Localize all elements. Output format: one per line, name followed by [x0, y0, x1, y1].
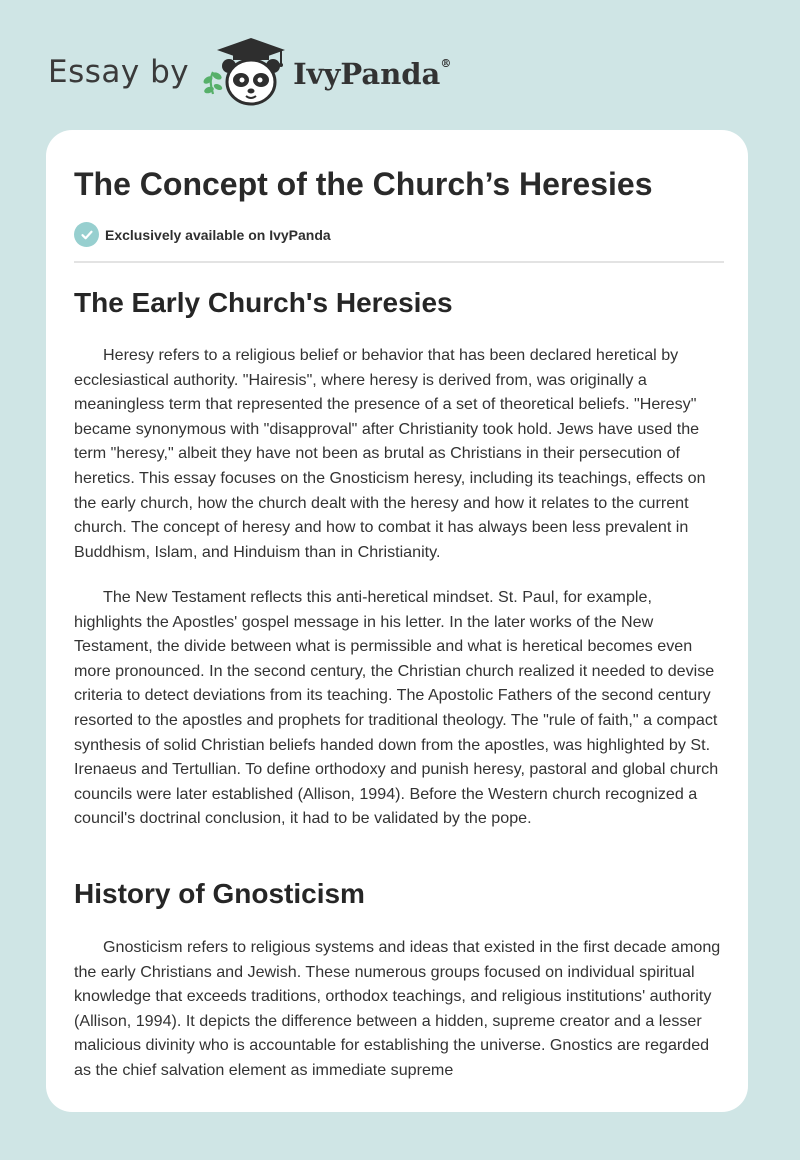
section-heading-early-church: The Early Church's Heresies — [74, 287, 453, 318]
title-divider — [74, 261, 724, 263]
site-header — [48, 36, 451, 108]
paragraph: Heresy refers to a religious belief or behavior that has been declared heretical by ecclesiastical authority. "Hairesis", where heresy is derived from, was originally a meaningless term that represented the presence of a set of theoretical beliefs. "Heresy" became synonymous with "disapproval" after Christianity took hold. Jews have used the term "heresy," albeit they have not been as brutal as Christians in their persecution of heretics. This essay focuses on the Gnosticism heresy, including its teachings, effects on the early church, how the church dealt with the heresy and how it relates to the current church. The concept of heresy and how to combat it has always been less prevalent in Buddhism, Islam, and Hinduism than in Christianity. — [74, 346, 706, 561]
paragraph: Gnosticism refers to religious systems and ideas that existed in the first decade among the early Christians and Jewish. These numerous groups focused on individual spiritual knowledge that exceeds traditions, orthodox teachings, and religious institutions' authority (Allison, 1994). It depicts the difference between a hidden, supreme creator and a lesser malicious divinity who is accountable for establishing the universe. Gnostics are regarded as the chief salvation element as immediate supreme — [74, 938, 721, 1079]
page-title: The Concept of the Church’s Heresies — [74, 166, 653, 202]
brand-prefix: Essay by — [48, 54, 190, 90]
panda-logo-icon[interactable] — [203, 36, 289, 108]
exclusive-label: Exclusively available on IvyPanda — [105, 226, 331, 243]
exclusive-badge — [74, 222, 331, 247]
paragraph: The New Testament reflects this anti-heretical mindset. St. Paul, for example, highlights the Apostles' gospel message in his letter. In the later works of the New Testament, the divide between what is permissible and what is heretical becomes even more pronounced. In the second century, the Christian church realized it needed to devise criteria to detect deviations from its teaching. The Apostolic Fathers of the second century resorted to the apostles and prophets for traditional theology. The "rule of faith," a compact synthesis of solid Christian beliefs handed down from the apostles, was highlighted by St. Irenaeus and Tertullian. To define orthodoxy and punish heresy, pastoral and global church councils were later established (Allison, 1994). Before the Western church recognized a council's doctrinal conclusion, it had to be validated by the pope. — [74, 588, 719, 828]
checkmark-icon — [74, 222, 99, 247]
registered-mark: ® — [440, 57, 452, 71]
essay-card — [46, 130, 748, 1112]
section-heading-gnosticism-history: History of Gnosticism — [74, 878, 365, 909]
brand-name[interactable]: IvyPanda® — [293, 57, 452, 91]
